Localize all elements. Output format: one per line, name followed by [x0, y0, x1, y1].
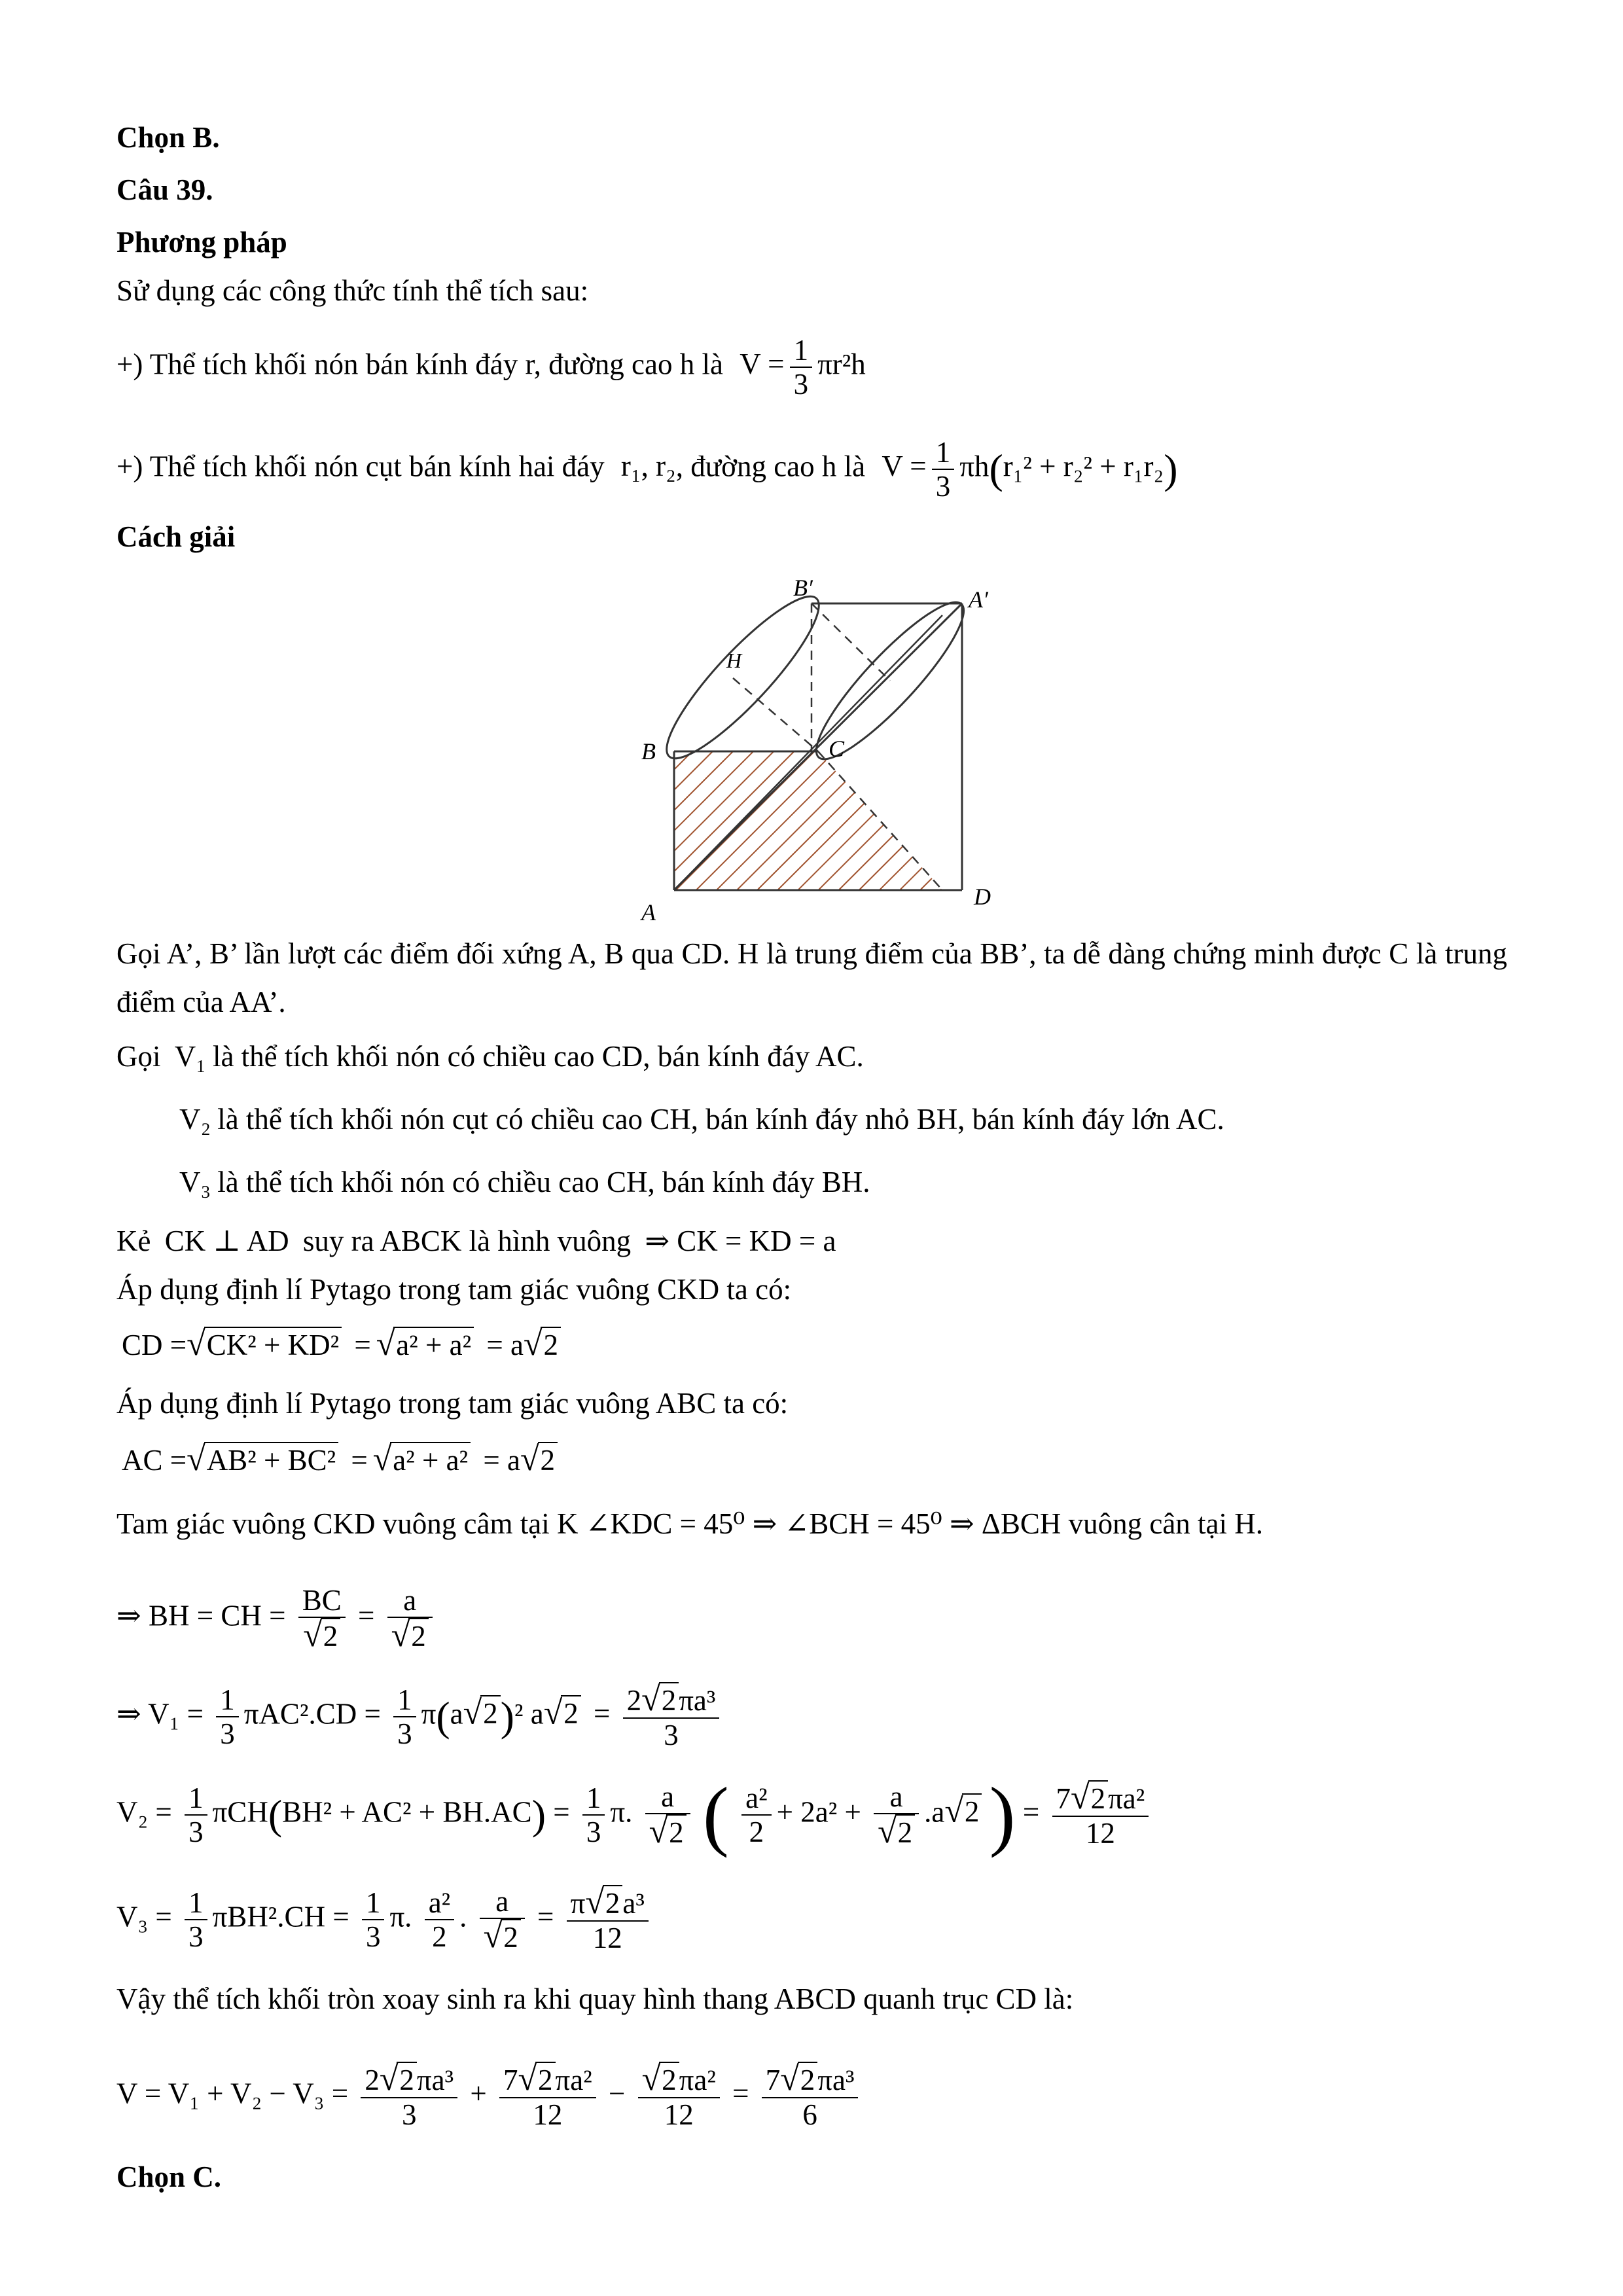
conclusion: Vậy thể tích khối tròn xoay sinh ra khi quay hình thang ABCD quanh trục CD là:: [116, 1982, 1074, 2015]
trapezoid-rotation-figure: [615, 563, 1034, 929]
answer-previous: Chọn B.: [116, 121, 220, 154]
def-v2: V₂ là thể tích khối nón cụt có chiều cao CH, bán kính đáy nhỏ BH, bán kính đáy lớn AC.: [179, 1103, 1224, 1136]
method-intro: Sử dụng các công thức tính thể tích sau:: [116, 274, 589, 307]
pythag-ckd: Áp dụng định lí Pytago trong tam giác vuông CKD ta có:: [116, 1273, 792, 1306]
answer-final: Chọn C.: [116, 2161, 222, 2193]
hatched-trapezoid: [674, 751, 942, 890]
ellipse-bb-prime: [650, 581, 836, 774]
line-triangle: Tam giác vuông CKD vuông câm tại K ∠KDC = 45⁰ ⇒ ∠BCH = 45⁰ ⇒ ΔBCH vuông cân tại H.: [116, 1507, 1264, 1540]
label-c: C: [829, 736, 845, 762]
label-h: H: [726, 649, 742, 672]
question-number: Câu 39.: [116, 173, 213, 206]
label-a-prime: A′: [969, 586, 988, 613]
eq-v3: V₃ = $\frac{1}{3}$ πBH².CH = $\frac{1}{3}$ π. $\frac{\text{a²}}{2}$ . $\frac{a}{√2}$ = $\frac{\text{π√2a³}}{12}$: [116, 1885, 654, 1954]
rule-cone: +) Thể tích khối nón bán kính đáy r, đường cao h là V = $\frac{1}{3}$ πr²h: [116, 334, 866, 401]
method-heading: Phương pháp: [116, 226, 287, 259]
eq-v2: V₂ = $\frac{1}{3}$ πCH(BH² + AC² + BH.AC) = $\frac{1}{3}$ π. $\frac{a}{√2}$ ( $\frac{\text{a²}}{2}$ + 2a² + $\frac{a}{√2}$ .a√2 ) = $\frac{\text{7√2πa²}}{12}$: [116, 1780, 1154, 1850]
eq-v1: ⇒ V₁ = $\frac{1}{3}$ πAC².CD = $\frac{1}{3}$ π(a√2)² a√2 = $\frac{\text{2√2πa³}}{3}$: [116, 1682, 724, 1751]
eq-v-total: V = V₁ + V₂ − V₃ = $\frac{\text{2√2πa³}}{3}$ + $\frac{\text{7√2πa²}}{12}$ − $\frac{\text{√2πa²}}{12}$ = $\frac{\text{7√2πa³}}{6}$: [116, 2062, 863, 2131]
line-ck-perp: Kẻ CK ⊥ AD suy ra ABCK là hình vuông ⇒ CK = KD = a: [116, 1225, 836, 1257]
label-b-prime: B′: [793, 575, 813, 601]
pythag-abc: Áp dụng định lí Pytago trong tam giác vuông ABC ta có:: [116, 1387, 789, 1420]
label-b: B: [641, 738, 656, 764]
para-symmetry: Gọi A’, B’ lần lượt các điểm đối xứng A, B qua CD. H là trung điểm của BB’, ta dễ dàng chứng minh được C là trung điểm của AA’.: [116, 937, 1507, 1018]
solution-heading: Cách giải: [116, 520, 236, 553]
eq-bh: ⇒ BH = CH = $\frac{BC}{√2}$ = $\frac{a}{√2}$: [116, 1584, 438, 1653]
def-v3: V₃ là thể tích khối nón có chiều cao CH, bán kính đáy BH.: [179, 1166, 870, 1198]
label-a: A: [641, 899, 656, 925]
eq-ac: AC =√AB² + BC² = √a² + a² = a√2: [122, 1440, 558, 1480]
dashed-h-c: [733, 678, 818, 751]
rule-frustum: +) Thể tích khối nón cụt bán kính hai đáy r₁, r₂, đường cao h là V = $\frac{1}{3}$ πh(r₁² + r₂² + r₁r₂): [116, 436, 1178, 503]
dashed-b-prime-c: [812, 603, 890, 681]
label-d: D: [974, 884, 991, 910]
eq-cd: CD =√CK² + KD² = √a² + a² = a√2: [122, 1325, 561, 1365]
def-v1: Gọi V₁ là thể tích khối nón có chiều cao CD, bán kính đáy AC.: [116, 1040, 864, 1073]
